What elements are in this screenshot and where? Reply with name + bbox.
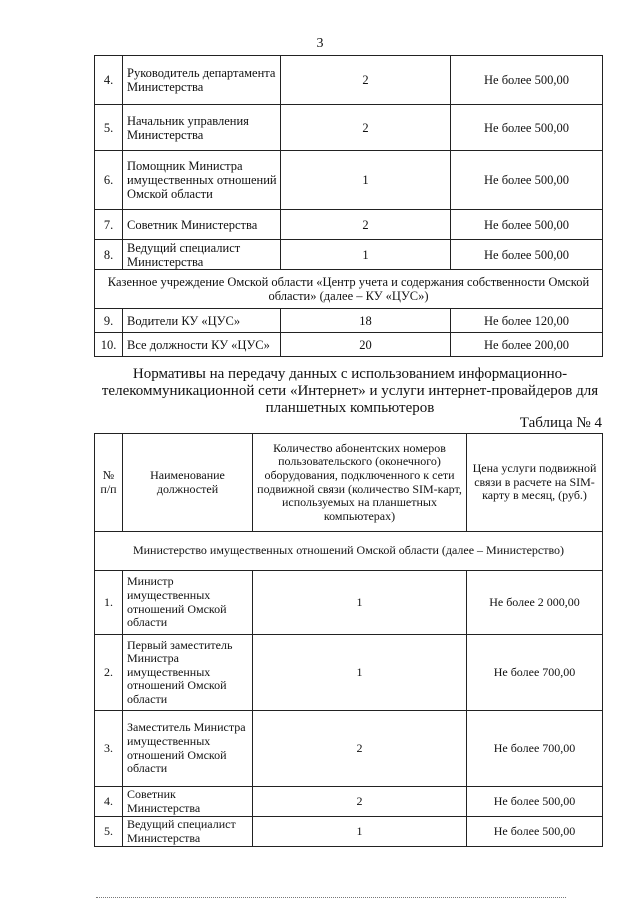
table-caption: Таблица № 4 xyxy=(519,415,602,431)
row-position: Водители КУ «ЦУС» xyxy=(123,309,281,333)
row-number: 9. xyxy=(95,309,123,333)
header-num: № п/п xyxy=(95,434,123,532)
table-3-continued xyxy=(94,55,603,357)
row-count: 2 xyxy=(281,56,451,105)
row-count: 1 xyxy=(253,635,467,711)
row-count: 18 xyxy=(281,309,451,333)
table-row xyxy=(95,571,603,635)
row-position: Все должности КУ «ЦУС» xyxy=(123,333,281,357)
table-row xyxy=(95,210,603,240)
page-number: 3 xyxy=(316,36,324,51)
row-count: 1 xyxy=(253,571,467,635)
row-number: 10. xyxy=(95,333,123,357)
row-position: Советник Министерства xyxy=(123,787,253,817)
row-price: Не более 500,00 xyxy=(467,787,603,817)
row-price: Не более 120,00 xyxy=(451,309,603,333)
table-row xyxy=(95,151,603,210)
row-position: Ведущий специалист Министерства xyxy=(123,240,281,270)
row-count: 1 xyxy=(281,151,451,210)
row-price: Не более 500,00 xyxy=(467,817,603,847)
row-position: Министр имущественных отношений Омской области xyxy=(123,571,253,635)
row-count: 2 xyxy=(253,711,467,787)
row-number: 7. xyxy=(95,210,123,240)
row-price: Не более 2 000,00 xyxy=(467,571,603,635)
table-row xyxy=(95,240,603,270)
row-number: 4. xyxy=(95,787,123,817)
table-section-row xyxy=(95,270,603,309)
section-title: Министерство имущественных отношений Омской области (далее – Министерство) xyxy=(95,532,603,571)
table-row xyxy=(95,56,603,105)
row-position: Советник Министерства xyxy=(123,210,281,240)
row-count: 20 xyxy=(281,333,451,357)
row-price: Не более 500,00 xyxy=(451,56,603,105)
table-row xyxy=(95,711,603,787)
table-section-row xyxy=(95,532,603,571)
footer-divider xyxy=(96,897,566,901)
row-number: 1. xyxy=(95,571,123,635)
row-number: 5. xyxy=(95,105,123,151)
row-position: Руководитель департамента Министерства xyxy=(123,56,281,105)
row-count: 2 xyxy=(281,105,451,151)
row-price: Не более 500,00 xyxy=(451,105,603,151)
row-number: 6. xyxy=(95,151,123,210)
row-number: 5. xyxy=(95,817,123,847)
row-count: 1 xyxy=(253,817,467,847)
section-title: Казенное учреждение Омской области «Центр учета и содержания собственности Омской области» (далее – КУ «ЦУС») xyxy=(95,270,603,309)
row-number: 8. xyxy=(95,240,123,270)
row-number: 3. xyxy=(95,711,123,787)
row-price: Не более 200,00 xyxy=(451,333,603,357)
row-price: Не более 700,00 xyxy=(467,635,603,711)
table-row xyxy=(95,333,603,357)
row-count: 1 xyxy=(281,240,451,270)
table-header-row xyxy=(95,434,603,532)
row-position: Заместитель Министра имущественных отношений Омской области xyxy=(123,711,253,787)
row-position: Первый заместитель Министра имущественных отношений Омской области xyxy=(123,635,253,711)
header-count: Количество абонентских номеров пользовательского (оконечного) оборудования, подключенного к сети подвижной связи (количество SIM-карт, используемых на планшетных компьютерах) xyxy=(253,434,467,532)
table-row xyxy=(95,635,603,711)
header-price: Цена услуги подвижной связи в расчете на SIM-карту в месяц, (руб.) xyxy=(467,434,603,532)
row-price: Не более 500,00 xyxy=(451,240,603,270)
row-position: Ведущий специалист Министерства xyxy=(123,817,253,847)
row-price: Не более 500,00 xyxy=(451,151,603,210)
row-number: 2. xyxy=(95,635,123,711)
row-position: Начальник управления Министерства xyxy=(123,105,281,151)
section-heading: Нормативы на передачу данных с использованием информационно-телекоммуникационной сети «Интернет» и услуги интернет-провайдеров для планшетных компьютеров xyxy=(101,366,599,416)
table-row xyxy=(95,787,603,817)
row-count: 2 xyxy=(253,787,467,817)
header-position: Наименование должностей xyxy=(123,434,253,532)
row-price: Не более 500,00 xyxy=(451,210,603,240)
row-price: Не более 700,00 xyxy=(467,711,603,787)
table-4 xyxy=(94,433,603,847)
row-count: 2 xyxy=(281,210,451,240)
table-row xyxy=(95,105,603,151)
table-row xyxy=(95,309,603,333)
row-position: Помощник Министра имущественных отношений Омской области xyxy=(123,151,281,210)
table-row xyxy=(95,817,603,847)
row-number: 4. xyxy=(95,56,123,105)
